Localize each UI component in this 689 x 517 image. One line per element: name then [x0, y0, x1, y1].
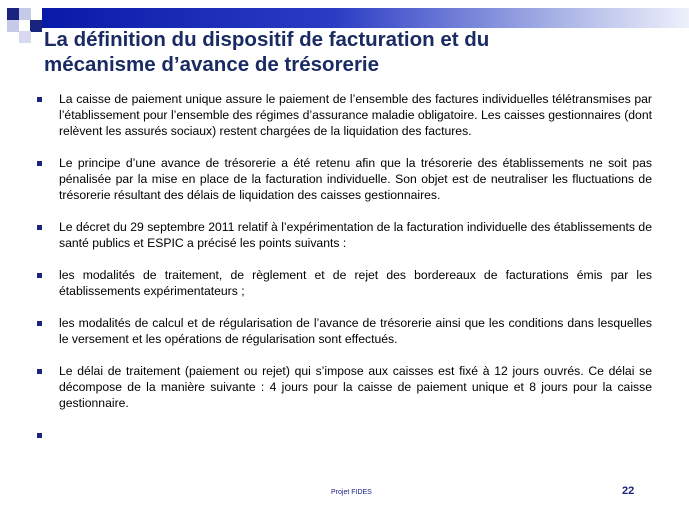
square-bullet-icon: [32, 315, 59, 331]
corner-square-decoration: [19, 31, 31, 43]
page-number: 22: [622, 485, 635, 497]
slide-title: [44, 27, 664, 77]
bullet-item: [32, 363, 652, 411]
slide-title-line: La définition du dispositif de facturation et du: [44, 28, 490, 51]
footer-project-label: Projet FIDES: [331, 489, 372, 496]
square-bullet-icon: [32, 363, 59, 379]
bullet-text: La caisse de paiement unique assure le paiement de l’ensemble des factures individuelles télétransmises par l’établissement pour l’ensemble des régimes d’assurance maladie obligatoire. Les caisses gestionnaires (dont relèvent les assurés sociaux) restent chargées de la liquidation des factures.: [59, 92, 652, 138]
bullet-text: Le décret du 29 septembre 2011 relatif à l’expérimentation de la facturation individuelle des établissements de santé publics et ESPIC a précisé les points suivants :: [59, 220, 652, 250]
bullet-item: [32, 267, 652, 299]
square-bullet-icon: [32, 267, 59, 283]
square-bullet-icon: [32, 91, 59, 107]
corner-square-decoration: [19, 8, 31, 20]
bullet-list: [32, 91, 652, 443]
bullet-text: les modalités de calcul et de régularisation de l’avance de trésorerie ainsi que les conditions dans lesquelles le versement et les opérations de régularisation sont effectués.: [59, 316, 652, 346]
corner-square-decoration: [30, 20, 42, 32]
corner-square-decoration: [7, 8, 19, 20]
bullet-item: [32, 155, 652, 203]
bullet-item: [32, 219, 652, 251]
square-bullet-icon: [32, 427, 59, 443]
bullet-text: Le principe d’une avance de trésorerie a été retenu afin que la trésorerie des établissements ne soit pas pénalisée par la mise en place de la facturation individuelle. Son objet est de neutraliser les fluctuations de trésorerie résultant des délais de liquidation des caisses gestionnaires.: [59, 156, 652, 202]
corner-square-decoration: [7, 20, 19, 32]
bullet-item: [32, 427, 652, 443]
bullet-text: Le délai de traitement (paiement ou rejet) qui s’impose aux caisses est fixé à 12 jours ouvrés. Ce délai se décompose de la manière suivante : 4 jours pour la caisse de paiement unique et 8 jours pour la caisse gestionnaire.: [59, 364, 652, 410]
header-gradient-bar: [42, 8, 689, 28]
bullet-item: [32, 91, 652, 139]
bullet-item: [32, 315, 652, 347]
slide-title-line: mécanisme d’avance de trésorerie: [44, 53, 380, 76]
square-bullet-icon: [32, 219, 59, 235]
bullet-text: les modalités de traitement, de règlement et de rejet des bordereaux de facturations émis par les établissements expérimentateurs ;: [59, 268, 652, 298]
square-bullet-icon: [32, 155, 59, 171]
